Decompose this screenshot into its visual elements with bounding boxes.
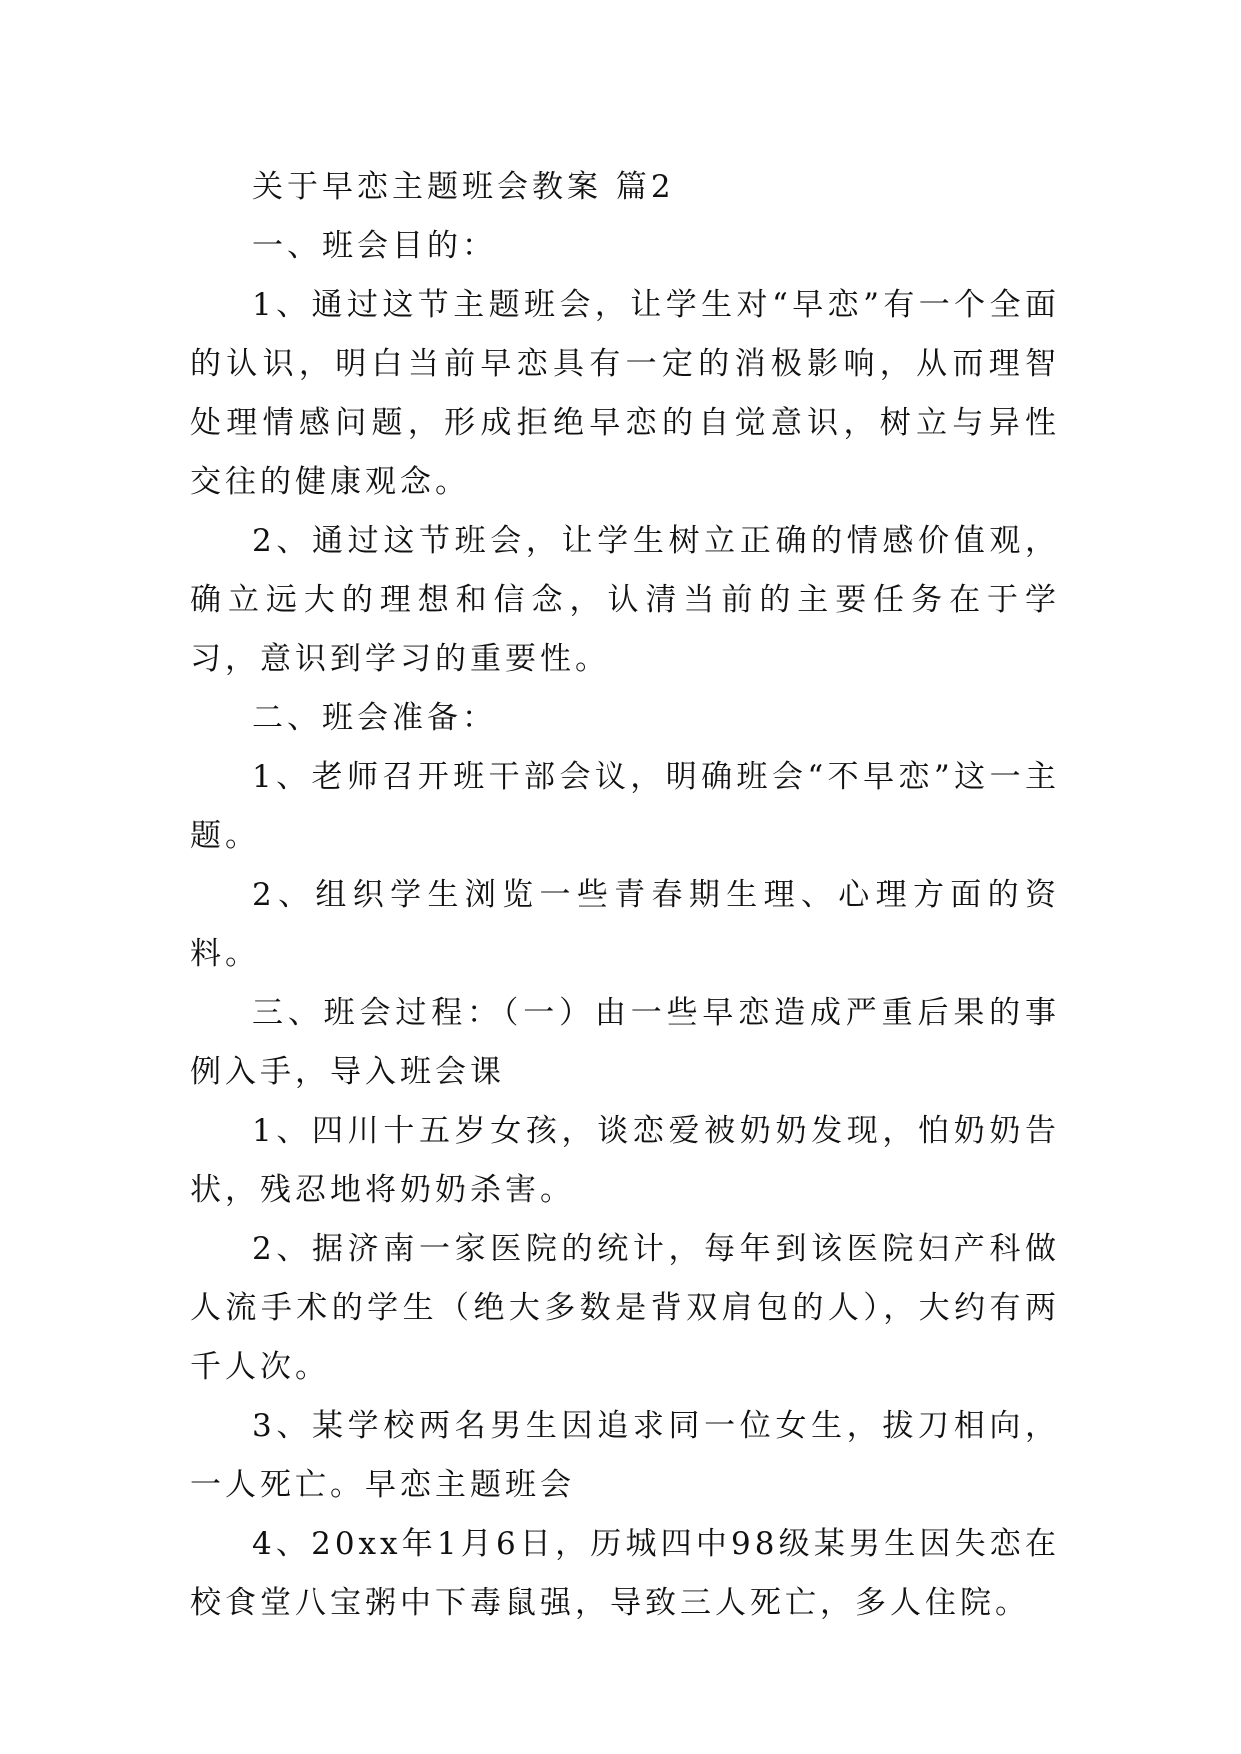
paragraph-example-2: 2、据济南一家医院的统计，每年到该医院妇产科做人流手术的学生（绝大多数是背双肩包的人），大约有两千人次。 xyxy=(190,1231,1060,1385)
paragraph-purpose-2: 2、通过这节班会，让学生树立正确的情感价值观，确立远大的理想和信念，认清当前的主要任务在于学习，意识到学习的重要性。 xyxy=(190,523,1060,677)
paragraph-example-4: 4、20xx年1月6日，历城四中98级某男生因失恋在校食堂八宝粥中下毒鼠强，导致三人死亡，多人住院。 xyxy=(190,1526,1060,1621)
document-title: 关于早恋主题班会教案 篇2 xyxy=(252,169,675,205)
section-heading-purpose: 一、班会目的： xyxy=(252,228,497,264)
paragraph-example-3: 3、某学校两名男生因追求同一位女生，拔刀相向，一人死亡。早恋主题班会 xyxy=(190,1408,1060,1503)
section-heading-preparation: 二、班会准备： xyxy=(252,700,497,736)
paragraph-preparation-1: 1、老师召开班干部会议，明确班会“不早恋”这一主题。 xyxy=(190,759,1060,854)
paragraph-purpose-1: 1、通过这节主题班会，让学生对“早恋”有一个全面的认识，明白当前早恋具有一定的消极影响，从而理智处理情感问题，形成拒绝早恋的自觉意识，树立与异性交往的健康观念。 xyxy=(190,287,1060,500)
paragraph-example-1: 1、四川十五岁女孩，谈恋爱被奶奶发现，怕奶奶告状，残忍地将奶奶杀害。 xyxy=(190,1113,1060,1208)
document-page xyxy=(190,158,1060,1633)
section-heading-process: 三、班会过程：（一）由一些早恋造成严重后果的事例入手，导入班会课 xyxy=(190,995,1060,1090)
paragraph-preparation-2: 2、组织学生浏览一些青春期生理、心理方面的资料。 xyxy=(190,877,1060,972)
